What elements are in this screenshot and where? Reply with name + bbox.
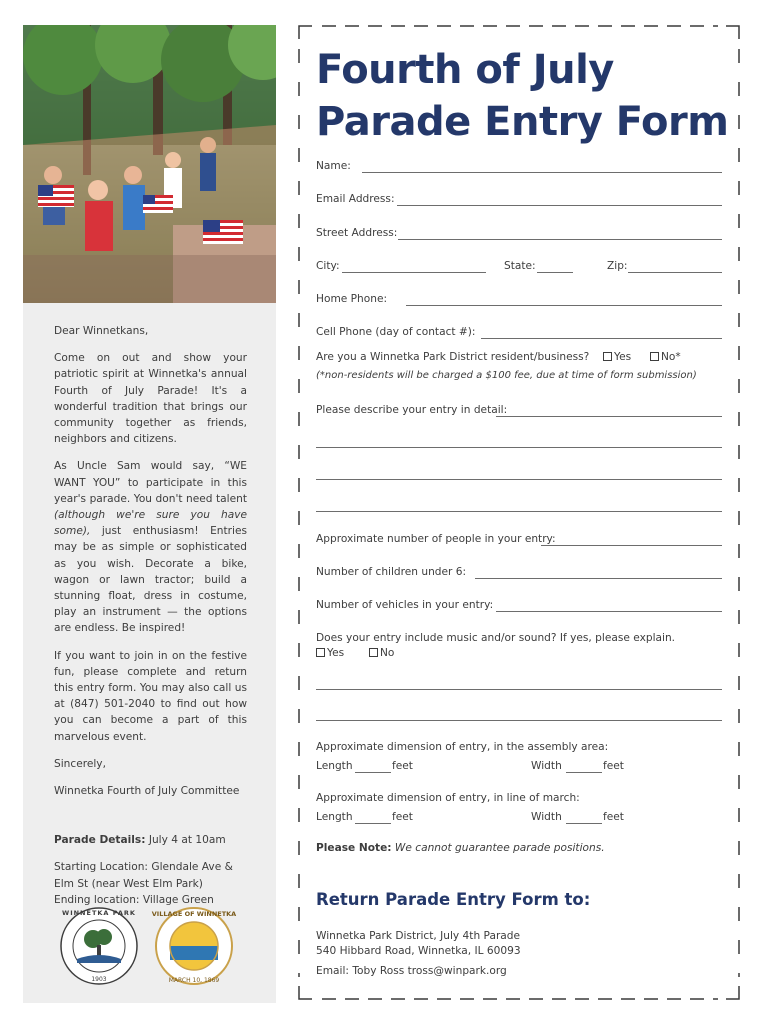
assembly-length-field[interactable]	[355, 772, 391, 773]
form-title	[316, 44, 736, 148]
welcome-letter	[54, 323, 247, 919]
vehicles-field[interactable]	[496, 611, 722, 612]
music-question: Does your entry include music and/or sound? If yes, please explain.	[316, 632, 676, 644]
children-label: Number of children under 6:	[316, 566, 467, 578]
state-label: State:	[504, 260, 536, 272]
zip-field[interactable]	[628, 272, 722, 273]
svg-text:VILLAGE OF WINNETKA: VILLAGE OF WINNETKA	[151, 910, 237, 918]
letter-paragraph: If you want to join in on the festive fun, please complete and return this entry form. You may also call us at (847) 501-2040 to find out how you can become a part of this marvelous event.	[54, 649, 247, 743]
svg-text:WINNETKA PARK: WINNETKA PARK	[62, 909, 136, 917]
resident-yes-option[interactable]	[603, 351, 631, 363]
letter-signature: Winnetka Fourth of July Committee	[54, 785, 240, 798]
march-length-field[interactable]	[355, 823, 391, 824]
vehicles-label: Number of vehicles in your entry:	[316, 599, 494, 611]
letter-sidebar	[23, 303, 276, 1003]
city-label: City:	[316, 260, 340, 272]
letter-text: just enthusiasm! Entries may be as simple or sophisticated as you wish. Decorate a bike, wagon or lawn tractor; build a stunning float, dress in costume, play an instrument — the options are endless. Be inspired!	[54, 525, 247, 635]
feet-label: feet	[603, 760, 624, 772]
music-no-option[interactable]	[369, 647, 394, 659]
return-email: Email: Toby Ross tross@winpark.org	[316, 965, 507, 977]
yes-label: Yes	[327, 647, 345, 659]
letter-paragraph	[54, 458, 247, 636]
no-label: No*	[661, 351, 681, 363]
resident-yes-checkbox[interactable]	[603, 352, 612, 361]
feet-label: feet	[392, 811, 413, 823]
music-explain-line[interactable]	[316, 720, 722, 721]
cell-phone-label: Cell Phone (day of contact #):	[316, 326, 476, 338]
return-address-line: 540 Hibbard Road, Winnetka, IL 60093	[316, 945, 521, 957]
please-note-label: Please Note:	[316, 842, 392, 854]
name-field[interactable]	[362, 172, 722, 173]
people-label: Approximate number of people in your entry:	[316, 533, 556, 545]
street-field[interactable]	[398, 239, 722, 240]
home-phone-label: Home Phone:	[316, 293, 388, 305]
march-label: Approximate dimension of entry, in line of march:	[316, 792, 580, 804]
letter-greeting: Dear Winnetkans,	[54, 325, 149, 337]
letter-closing: Sincerely,	[54, 757, 106, 770]
start-location: Starting Location: Glendale Ave & Elm St (near West Elm Park)	[54, 861, 233, 890]
form-title-line: Fourth of July	[316, 47, 614, 93]
assembly-label: Approximate dimension of entry, in the assembly area:	[316, 741, 609, 753]
parade-photo	[23, 25, 276, 303]
end-location: Ending location: Village Green	[54, 893, 214, 906]
parade-details	[54, 832, 247, 848]
home-phone-field[interactable]	[406, 305, 722, 306]
zip-label: Zip:	[607, 260, 628, 272]
describe-field-line[interactable]	[316, 479, 722, 480]
email-field[interactable]	[397, 205, 722, 206]
describe-field-line[interactable]	[316, 447, 722, 448]
return-title: Return Parade Entry Form to:	[316, 890, 591, 909]
children-field[interactable]	[475, 578, 722, 579]
assembly-width-label: Width	[531, 760, 562, 772]
fee-note: (*non-residents will be charged a $100 fee, due at time of form submission)	[316, 370, 697, 381]
street-label: Street Address:	[316, 227, 398, 239]
letter-paragraph: Come on out and show your patriotic spirit at Winnetka's annual Fourth of July Parade! It's a wonderful tradition that brings our community together as friends, neighbors and citizens.	[54, 352, 247, 446]
letter-text: As Uncle Sam would say, “WE WANT YOU” to participate in this year's parade. You don't need talent	[54, 460, 247, 505]
resident-no-checkbox[interactable]	[650, 352, 659, 361]
cell-phone-field[interactable]	[481, 338, 722, 339]
park-district-logo	[59, 901, 239, 991]
describe-field[interactable]	[496, 416, 722, 417]
return-address-line: Winnetka Park District, July 4th Parade	[316, 930, 521, 942]
assembly-width-field[interactable]	[566, 772, 602, 773]
please-note	[316, 842, 605, 854]
music-no-checkbox[interactable]	[369, 648, 378, 657]
email-label: Email Address:	[316, 193, 395, 205]
people-field[interactable]	[541, 545, 722, 546]
resident-question: Are you a Winnetka Park District resident/business?	[316, 351, 590, 363]
music-yes-checkbox[interactable]	[316, 648, 325, 657]
resident-no-option[interactable]	[650, 351, 681, 363]
svg-text:1903: 1903	[91, 976, 107, 983]
no-label: No	[380, 647, 395, 659]
march-width-label: Width	[531, 811, 562, 823]
state-field[interactable]	[537, 272, 573, 273]
describe-field-line[interactable]	[316, 511, 722, 512]
logos	[59, 901, 239, 991]
describe-label: Please describe your entry in detail:	[316, 404, 508, 416]
assembly-length-label: Length	[316, 760, 353, 772]
letter-italic-text: (although we're sure you have some),	[54, 509, 247, 538]
parade-details-label: Parade Details:	[54, 834, 146, 847]
music-explain-line[interactable]	[316, 689, 722, 690]
svg-text:MARCH 10, 1869: MARCH 10, 1869	[168, 977, 220, 984]
name-label: Name:	[316, 160, 351, 172]
march-length-label: Length	[316, 811, 353, 823]
city-field[interactable]	[342, 272, 486, 273]
feet-label: feet	[603, 811, 624, 823]
yes-label: Yes	[614, 351, 632, 363]
feet-label: feet	[392, 760, 413, 772]
parade-details-value: July 4 at 10am	[145, 834, 226, 847]
form-title-line: Parade Entry Form	[316, 99, 729, 145]
march-width-field[interactable]	[566, 823, 602, 824]
please-note-text: We cannot guarantee parade positions.	[394, 842, 605, 854]
music-yes-option[interactable]	[316, 647, 344, 659]
